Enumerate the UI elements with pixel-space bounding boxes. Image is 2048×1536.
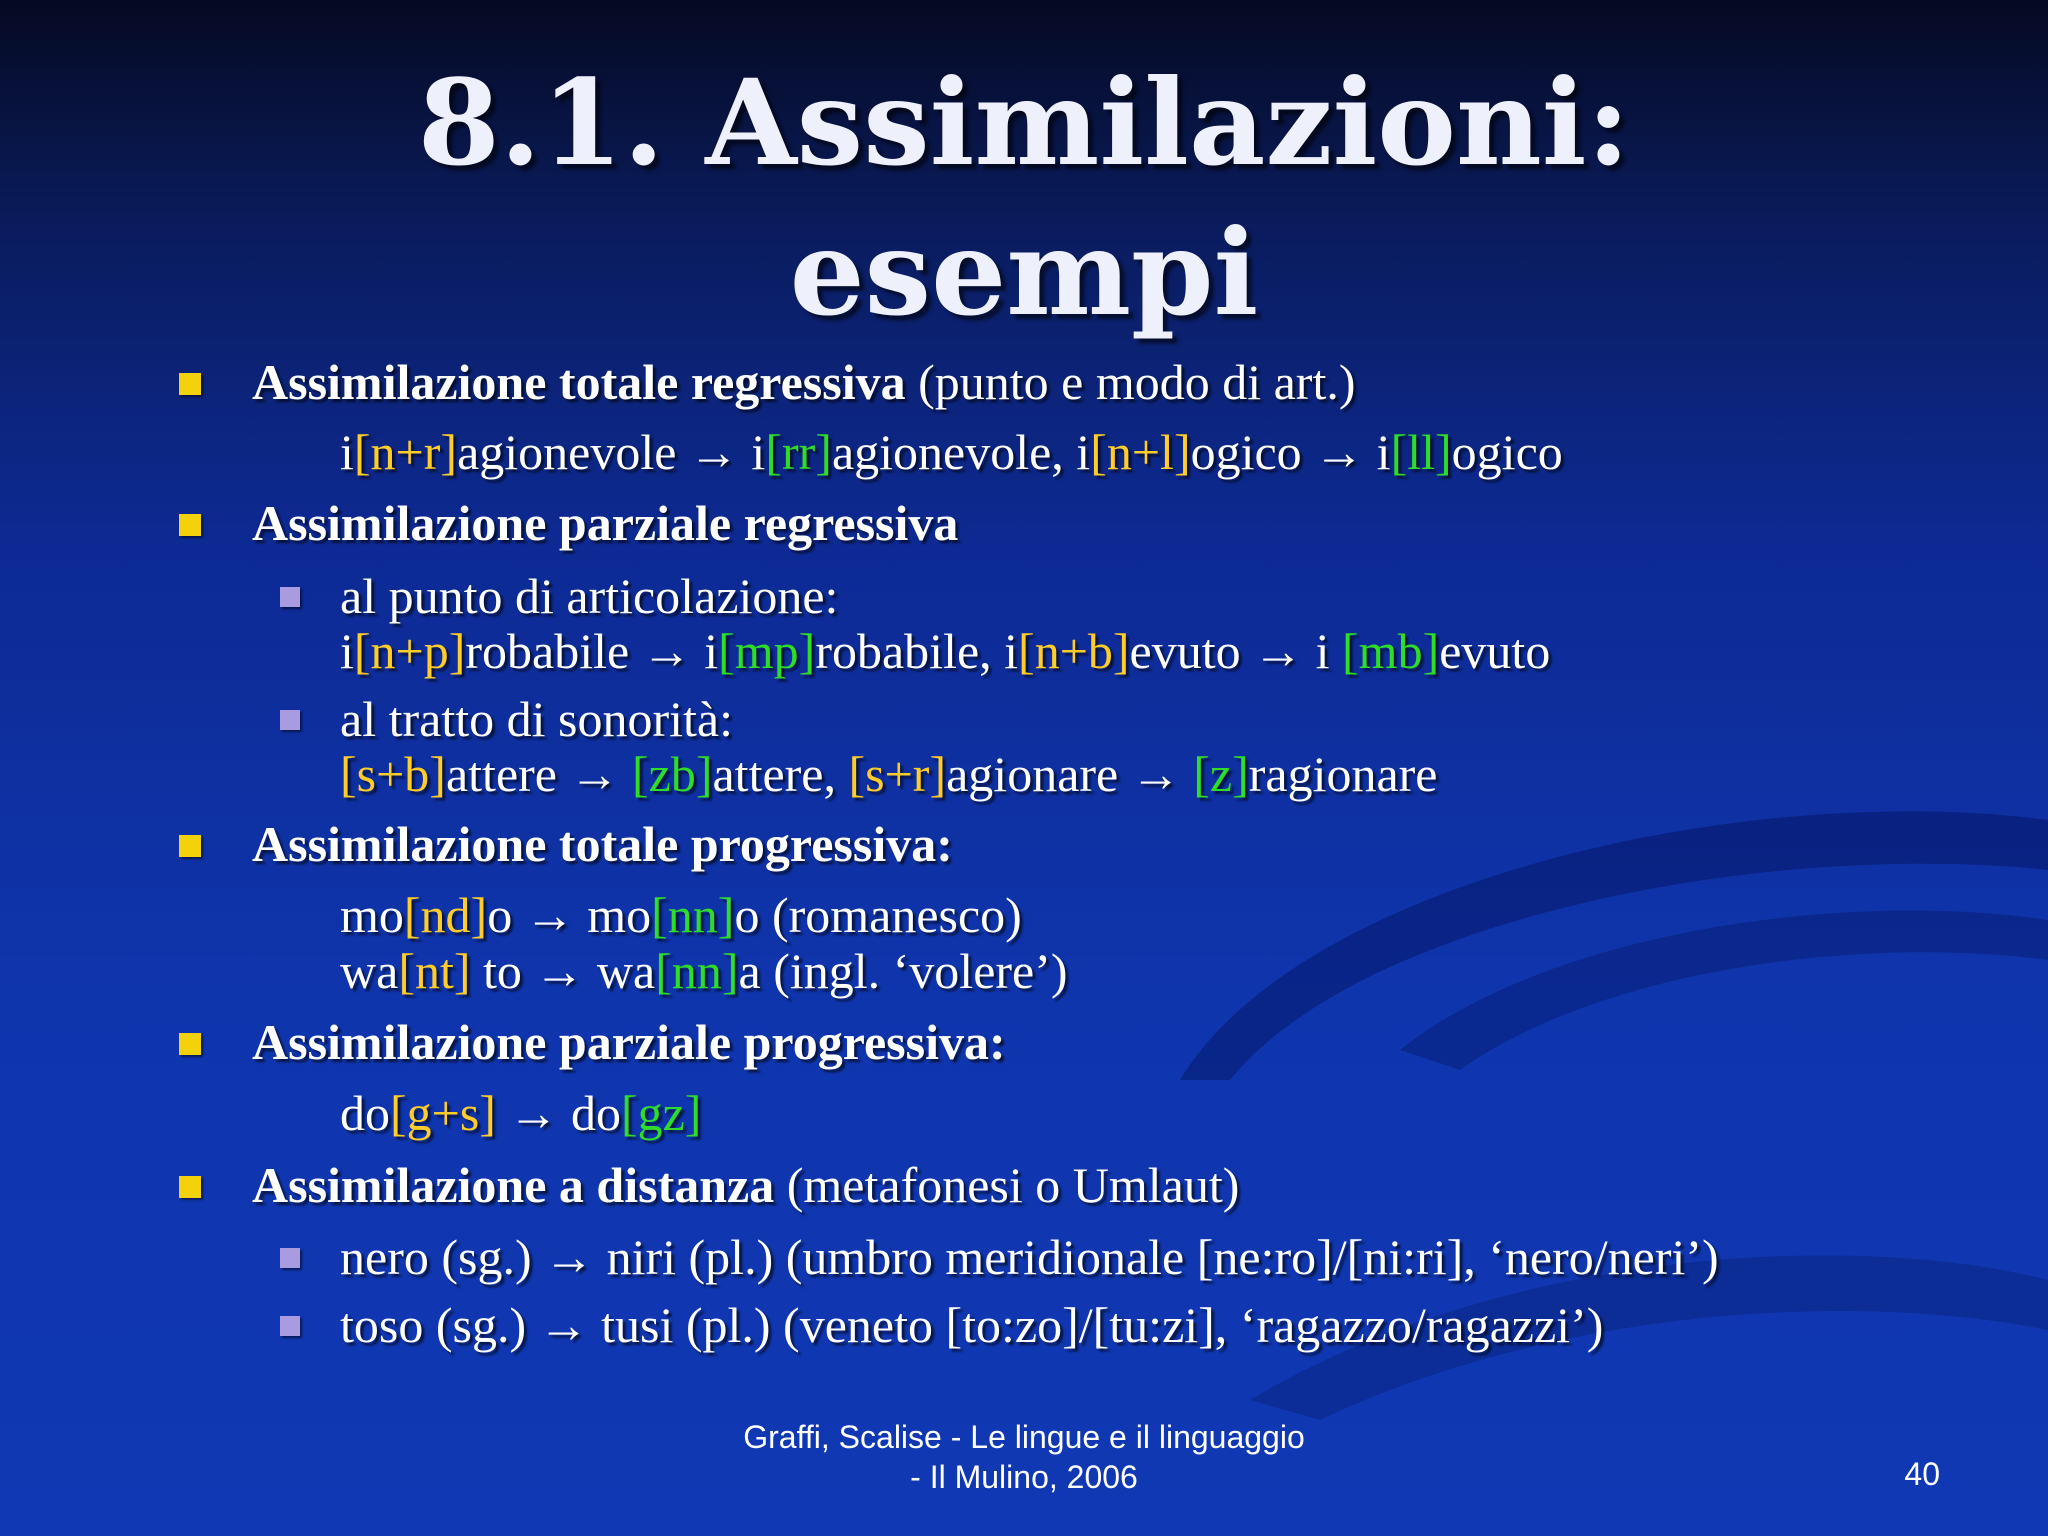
example-line: [s+b]attere → [zb]attere, [s+r]agionare → [z]ragionare xyxy=(340,746,1438,802)
yellow-square-bullet-icon xyxy=(179,1176,201,1198)
section-heading: Assimilazione totale regressiva (punto e modo di art.) xyxy=(252,354,1356,410)
example-line: mo[nd]o → mo[nn]o (romanesco) xyxy=(340,887,1022,943)
example-line: i[n+p]robabile → i[mp]robabile, i[n+b]evuto → i [mb]evuto xyxy=(340,623,1551,679)
section-heading: Assimilazione a distanza (metafonesi o Umlaut) xyxy=(252,1157,1240,1213)
section-heading: Assimilazione parziale regressiva xyxy=(252,495,959,551)
footer-line2: - Il Mulino, 2006 xyxy=(910,1459,1138,1495)
yellow-square-bullet-icon xyxy=(179,514,201,536)
lavender-square-bullet-icon xyxy=(280,710,300,730)
yellow-square-bullet-icon xyxy=(179,835,201,857)
lavender-square-bullet-icon xyxy=(280,587,300,607)
sub-item: toso (sg.) → tusi (pl.) (veneto [to:zo]/[tu:zi], ‘ragazzo/ragazzi’) xyxy=(340,1297,1604,1353)
footer-line1: Graffi, Scalise - Le lingue e il linguaggio xyxy=(743,1419,1305,1455)
example-line: wa[nt] to → wa[nn]a (ingl. ‘volere’) xyxy=(340,943,1068,999)
section-heading: Assimilazione parziale progressiva: xyxy=(252,1014,1006,1070)
yellow-square-bullet-icon xyxy=(179,1033,201,1055)
example-line: do[g+s] → do[gz] xyxy=(340,1085,702,1141)
slide-title-line2: esempi xyxy=(789,203,1259,342)
subsection-label: al tratto di sonorità: xyxy=(340,691,733,747)
example-line: i[n+r]agionevole → i[rr]agionevole, i[n+l]ogico → i[ll]ogico xyxy=(340,424,1563,480)
slide-title-line1: 8.1. Assimilazioni: xyxy=(417,53,1631,192)
page-number: 40 xyxy=(1904,1456,1940,1492)
subsection-label: al punto di articolazione: xyxy=(340,568,839,624)
lavender-square-bullet-icon xyxy=(280,1248,300,1268)
section-heading: Assimilazione totale progressiva: xyxy=(252,816,953,872)
lavender-square-bullet-icon xyxy=(280,1316,300,1336)
sub-item: nero (sg.) → niri (pl.) (umbro meridionale [ne:ro]/[ni:ri], ‘nero/neri’) xyxy=(340,1229,1719,1285)
yellow-square-bullet-icon xyxy=(179,373,201,395)
